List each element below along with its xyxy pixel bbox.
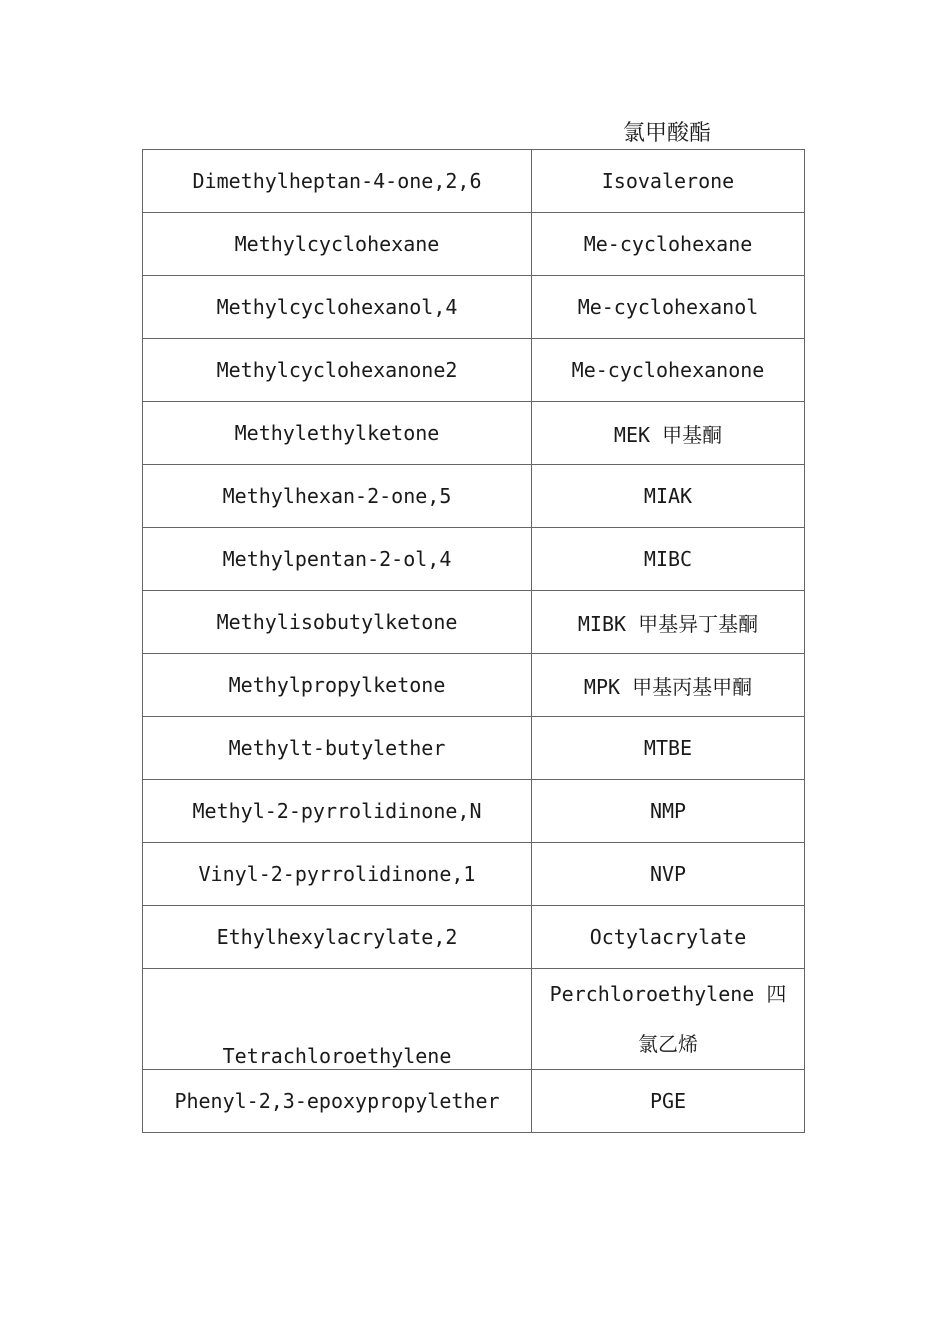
abbreviation-cell: Me-cyclohexanol [532,276,805,339]
chemical-name-cell: Methylhexan-2-one,5 [143,465,532,528]
chemical-name-cell: Methylethylketone [143,402,532,465]
abbreviation-cell: PGE [532,1070,805,1133]
table-row [143,402,805,465]
chemical-name-cell: Phenyl-2,3-epoxypropylether [143,1070,532,1133]
abbreviation-cell: Me-cyclohexanone [532,339,805,402]
abbreviation-cell: NMP [532,780,805,843]
abbreviation-cell: MIBK 甲基异丁基酮 [532,591,805,654]
abbreviation-cell: Me-cyclohexane [532,213,805,276]
table-row [143,717,805,780]
chemical-name-cell: Methylt-butylether [143,717,532,780]
abbreviation-cell: Octylacrylate [532,906,805,969]
chemical-name-cell: Methylisobutylketone [143,591,532,654]
solvent-abbreviation-table [142,149,805,1133]
table-row [143,969,805,1070]
chemical-name-cell: Methylcyclohexanone2 [143,339,532,402]
chemical-name-cell: Methyl-2-pyrrolidinone,N [143,780,532,843]
abbreviation-cell: Isovalerone [532,150,805,213]
table-row [143,780,805,843]
table-row [143,843,805,906]
abbreviation-cell: MTBE [532,717,805,780]
abbreviation-cell: NVP [532,843,805,906]
abbreviation-cell: MIAK [532,465,805,528]
chemical-name-cell: Vinyl-2-pyrrolidinone,1 [143,843,532,906]
chemical-name-cell: Methylpentan-2-ol,4 [143,528,532,591]
carried-over-cell-text: 氯甲酸酯 [622,121,711,146]
chemical-name-cell: Methylcyclohexane [143,213,532,276]
table-row [143,591,805,654]
chemical-name-cell: Ethylhexylacrylate,2 [143,906,532,969]
table-row [143,1070,805,1133]
abbreviation-cell: MEK 甲基酮 [532,402,805,465]
chemical-name-cell: Methylcyclohexanol,4 [143,276,532,339]
abbreviation-cell: MPK 甲基丙基甲酮 [532,654,805,717]
table-row [143,213,805,276]
table-row [143,276,805,339]
table-row [143,528,805,591]
table-row [143,654,805,717]
table-row [143,339,805,402]
abbreviation-cell: MIBC [532,528,805,591]
table-row [143,906,805,969]
abbreviation-cell: Perchloroethylene 四氯乙烯 [532,969,805,1070]
chemical-name-cell: Tetrachloroethylene [143,969,532,1070]
chemical-name-cell: Methylpropylketone [143,654,532,717]
table-row [143,150,805,213]
chemical-name-cell: Dimethylheptan-4-one,2,6 [143,150,532,213]
table-row [143,465,805,528]
